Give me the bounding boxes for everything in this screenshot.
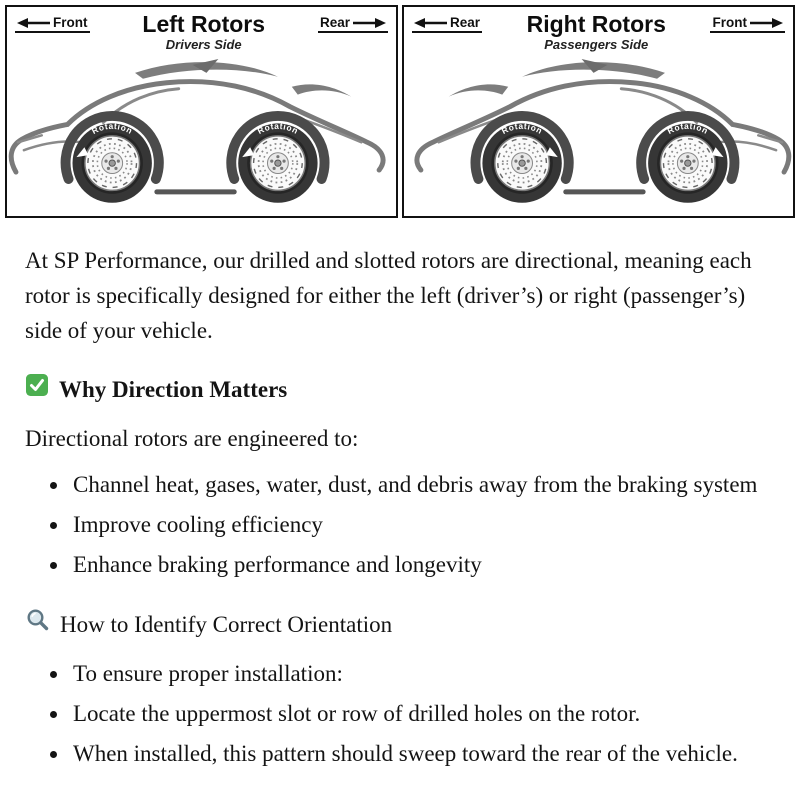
why-bullet-list [25, 468, 775, 583]
right-rotors-panel [402, 5, 795, 218]
list-item: • Channel heat, gases, water, dust, and debris away from the braking system [70, 468, 775, 503]
section-title: How to Identify Correct Orientation [60, 611, 393, 637]
panel-subtitle: Drivers Side [165, 37, 242, 53]
arrow-right-icon [352, 17, 386, 29]
direction-text: Front [712, 15, 747, 30]
rotation-label: Rotation [89, 120, 135, 137]
list-item: • To ensure proper installation: [70, 657, 775, 692]
panel-title: Right Rotors [526, 11, 666, 37]
rotation-label: Rotation [499, 120, 545, 137]
front-direction-label [15, 15, 90, 33]
rotation-label: Rotation [255, 120, 301, 137]
section-why-direction-matters [25, 373, 775, 408]
right-car-illustration-wrap [404, 51, 793, 216]
direction-text: Rear [319, 15, 350, 30]
arrow-right-icon [749, 17, 783, 29]
rotor-direction-diagram [5, 5, 795, 218]
arrow-left-icon [17, 17, 51, 29]
right-panel-titles [527, 13, 666, 52]
section-title: Why Direction Matters [59, 376, 288, 402]
rear-direction-label [318, 15, 388, 33]
why-lead-text: Directional rotors are engineered to: [25, 425, 359, 451]
how-bullet-list [25, 657, 775, 772]
section-how-to-identify [25, 607, 775, 643]
direction-text: Front [53, 15, 88, 30]
right-car-illustration [405, 51, 792, 215]
right-panel-header [404, 7, 793, 51]
panel-title: Left Rotors [142, 11, 266, 37]
left-panel-titles [142, 13, 265, 52]
list-item: • Improve cooling efficiency [70, 508, 775, 543]
left-car-illustration-wrap [7, 51, 396, 216]
magnifier-emoji-icon [25, 607, 50, 643]
check-mark-emoji-icon [25, 373, 49, 408]
list-item: • Locate the uppermost slot or row of drilled holes on the rotor. [70, 697, 775, 732]
left-rotors-panel [5, 5, 398, 218]
intro-paragraph: At SP Performance, our drilled and slotted rotors are directional, meaning each rotor is specifically designed for either the left (driver’s) or right (passenger’s) side of your vehicle. [25, 247, 752, 343]
rotation-label: Rotation [665, 120, 711, 137]
panel-subtitle: Passengers Side [544, 37, 649, 53]
list-item: • Enhance braking performance and longevity [70, 548, 775, 583]
article-content [0, 226, 800, 772]
front-direction-label [710, 15, 785, 33]
left-car-illustration [8, 51, 395, 215]
list-item: • When installed, this pattern should sweep toward the rear of the vehicle. [70, 737, 775, 772]
rear-direction-label [412, 15, 482, 33]
arrow-left-icon [414, 17, 448, 29]
direction-text: Rear [450, 15, 481, 30]
left-panel-header [7, 7, 396, 51]
